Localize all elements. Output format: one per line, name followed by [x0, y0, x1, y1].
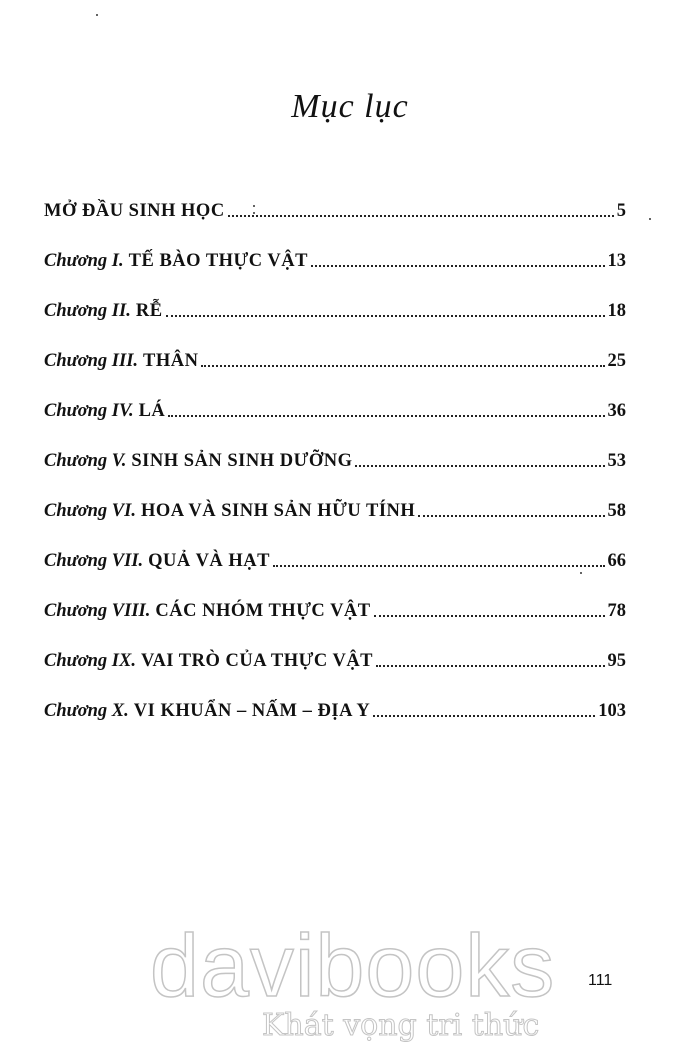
dot-leader — [168, 415, 604, 417]
toc-entry — [44, 272, 626, 322]
chapter-name: CÁC NHÓM THỰC VẬT — [155, 601, 371, 621]
chapter-label: Chương IV. — [44, 401, 134, 421]
page-ref: 66 — [607, 551, 626, 571]
chapter-name: VI KHUẨN – NẤM – ĐỊA Y — [133, 701, 371, 721]
chapter-name: RỄ — [135, 301, 163, 321]
toc-entry — [44, 572, 626, 622]
page-ref: 25 — [607, 351, 626, 371]
chapter-label: Chương V. — [44, 451, 127, 471]
paper-speck — [253, 212, 255, 214]
chapter-name: TẾ BÀO THỰC VẬT — [128, 251, 308, 271]
page-ref: 53 — [607, 451, 626, 471]
dot-leader — [355, 465, 604, 467]
chapter-label: Chương III. — [44, 351, 139, 371]
paper-speck — [96, 14, 98, 16]
dot-leader — [201, 365, 604, 367]
page-title: Mục lục — [291, 88, 409, 125]
chapter-name: HOA VÀ SINH SẢN HỮU TÍNH — [140, 501, 416, 521]
page-ref: 103 — [598, 701, 626, 721]
chapter-label: Chương IX. — [44, 651, 136, 671]
dot-leader — [374, 615, 605, 617]
dot-leader — [228, 215, 614, 217]
dot-leader — [376, 665, 604, 667]
page-ref: 78 — [607, 601, 626, 621]
dot-leader — [311, 265, 605, 267]
dot-leader — [166, 315, 605, 317]
chapter-name: LÁ — [138, 401, 166, 421]
dot-leader — [373, 715, 595, 717]
paper-speck — [253, 205, 255, 207]
toc-entry — [44, 422, 626, 472]
chapter-label: Chương II. — [44, 301, 131, 321]
paper-speck — [580, 572, 582, 574]
table-of-contents — [44, 172, 626, 722]
page-number: 111 — [588, 972, 613, 989]
chapter-name: VAI TRÒ CỦA THỰC VẬT — [140, 651, 374, 671]
chapter-name: QUẢ VÀ HẠT — [148, 551, 271, 571]
toc-entry — [44, 622, 626, 672]
page-ref: 36 — [607, 401, 626, 421]
dot-leader — [418, 515, 604, 517]
page-ref: 58 — [607, 501, 626, 521]
chapter-label: Chương VIII. — [44, 601, 151, 621]
page-ref: 5 — [616, 201, 626, 221]
watermark-slogan: Khát vọng tri thức — [262, 1008, 540, 1043]
toc-entry — [44, 472, 626, 522]
toc-entry — [44, 672, 626, 722]
chapter-label: Chương X. — [44, 701, 129, 721]
dot-leader — [273, 565, 604, 567]
chapter-name: MỞ ĐẦU SINH HỌC — [44, 201, 225, 221]
chapter-label: Chương VI. — [44, 501, 136, 521]
page-ref: 95 — [607, 651, 626, 671]
watermark-brand: davibooks — [150, 916, 556, 1015]
toc-entry — [44, 522, 626, 572]
toc-entry — [44, 172, 626, 222]
toc-entry — [44, 222, 626, 272]
toc-entry — [44, 372, 626, 422]
paper-speck — [649, 218, 651, 220]
toc-entry — [44, 322, 626, 372]
page-ref: 13 — [607, 251, 626, 271]
chapter-label: Chương I. — [44, 251, 124, 271]
page-ref: 18 — [607, 301, 626, 321]
chapter-name: THÂN — [143, 351, 199, 371]
chapter-name: SINH SẢN SINH DƯỠNG — [131, 451, 353, 471]
chapter-label: Chương VII. — [44, 551, 144, 571]
